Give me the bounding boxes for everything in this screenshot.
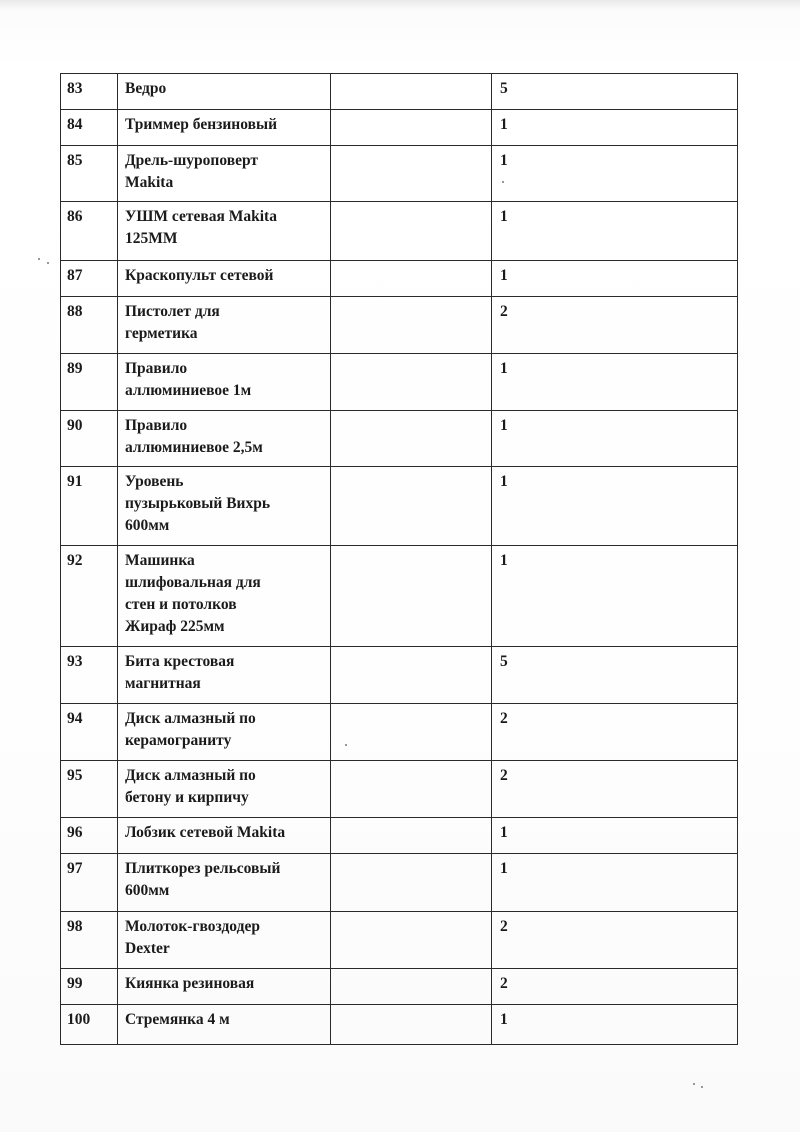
item-name: Диск алмазный по керамограниту [118,704,331,761]
item-name: Диск алмазный по бетону и кирпичу [118,761,331,818]
row-number: 94 [61,704,118,761]
blank-cell [331,261,492,297]
row-number: 88 [61,297,118,354]
blank-cell [331,354,492,411]
row-number: 84 [61,110,118,146]
table-row [61,1005,738,1045]
blank-cell [331,704,492,761]
row-number: 83 [61,74,118,110]
item-quantity: 5 [492,74,738,110]
item-quantity: 2 [492,969,738,1005]
blank-cell [331,647,492,704]
table-row [61,110,738,146]
item-quantity: 1 [492,261,738,297]
scan-speck [701,1086,703,1088]
item-name: Стремянка 4 м [118,1005,331,1045]
table-row [61,202,738,261]
row-number: 93 [61,647,118,704]
row-number: 99 [61,969,118,1005]
item-quantity: 1 [492,467,738,546]
item-name: Плиткорез рельсовый 600мм [118,854,331,912]
item-quantity: 1 [492,854,738,912]
blank-cell [331,146,492,202]
item-name: УШМ сетевая Makita 125ММ [118,202,331,261]
row-number: 92 [61,546,118,647]
item-quantity: 2 [492,912,738,969]
item-name: Правило аллюминиевое 2,5м [118,411,331,467]
item-name: Лобзик сетевой Makita [118,818,331,854]
blank-cell [331,110,492,146]
row-number: 96 [61,818,118,854]
blank-cell [331,761,492,818]
inventory-table-body [61,74,738,1045]
row-number: 89 [61,354,118,411]
blank-cell [331,912,492,969]
table-row [61,411,738,467]
item-quantity: 1 [492,1005,738,1045]
row-number: 87 [61,261,118,297]
item-name: Триммер бензиновый [118,110,331,146]
blank-cell [331,546,492,647]
item-name: Ведро [118,74,331,110]
item-quantity: 2 [492,297,738,354]
table-row [61,546,738,647]
item-name: Молоток-гвоздодер Dexter [118,912,331,969]
row-number: 85 [61,146,118,202]
scan-speck [47,262,49,264]
row-number: 95 [61,761,118,818]
item-quantity: 2 [492,761,738,818]
table-row [61,74,738,110]
table-row [61,912,738,969]
table-row [61,146,738,202]
table-row [61,818,738,854]
item-quantity: 1 [492,146,738,202]
blank-cell [331,1005,492,1045]
item-quantity: 1 [492,818,738,854]
scan-speck [38,258,40,260]
row-number: 97 [61,854,118,912]
blank-cell [331,969,492,1005]
table-row [61,647,738,704]
row-number: 90 [61,411,118,467]
blank-cell [331,818,492,854]
item-quantity: 2 [492,704,738,761]
item-name: Уровень пузырьковый Вихрь 600мм [118,467,331,546]
inventory-table [60,73,738,1045]
item-quantity: 1 [492,411,738,467]
item-name: Правило аллюминиевое 1м [118,354,331,411]
item-quantity: 1 [492,202,738,261]
item-quantity: 5 [492,647,738,704]
table-row [61,354,738,411]
item-quantity: 1 [492,354,738,411]
row-number: 86 [61,202,118,261]
table-row [61,854,738,912]
row-number: 98 [61,912,118,969]
blank-cell [331,854,492,912]
table-row [61,297,738,354]
item-quantity: 1 [492,546,738,647]
item-quantity: 1 [492,110,738,146]
item-name: Краскопульт сетевой [118,261,331,297]
item-name: Киянка резиновая [118,969,331,1005]
blank-cell [331,74,492,110]
table-row [61,969,738,1005]
row-number: 100 [61,1005,118,1045]
blank-cell [331,202,492,261]
table-row [61,467,738,546]
table-row [61,261,738,297]
item-name: Дрель-шуроповерт Makita [118,146,331,202]
table-row [61,704,738,761]
scan-speck [693,1083,695,1085]
item-name: Пистолет для герметика [118,297,331,354]
item-name: Бита крестовая магнитная [118,647,331,704]
table-row [61,761,738,818]
scan-edge-shadow [0,0,800,10]
item-name: Машинка шлифовальная для стен и потолков Жираф 225мм [118,546,331,647]
blank-cell [331,467,492,546]
row-number: 91 [61,467,118,546]
blank-cell [331,411,492,467]
blank-cell [331,297,492,354]
